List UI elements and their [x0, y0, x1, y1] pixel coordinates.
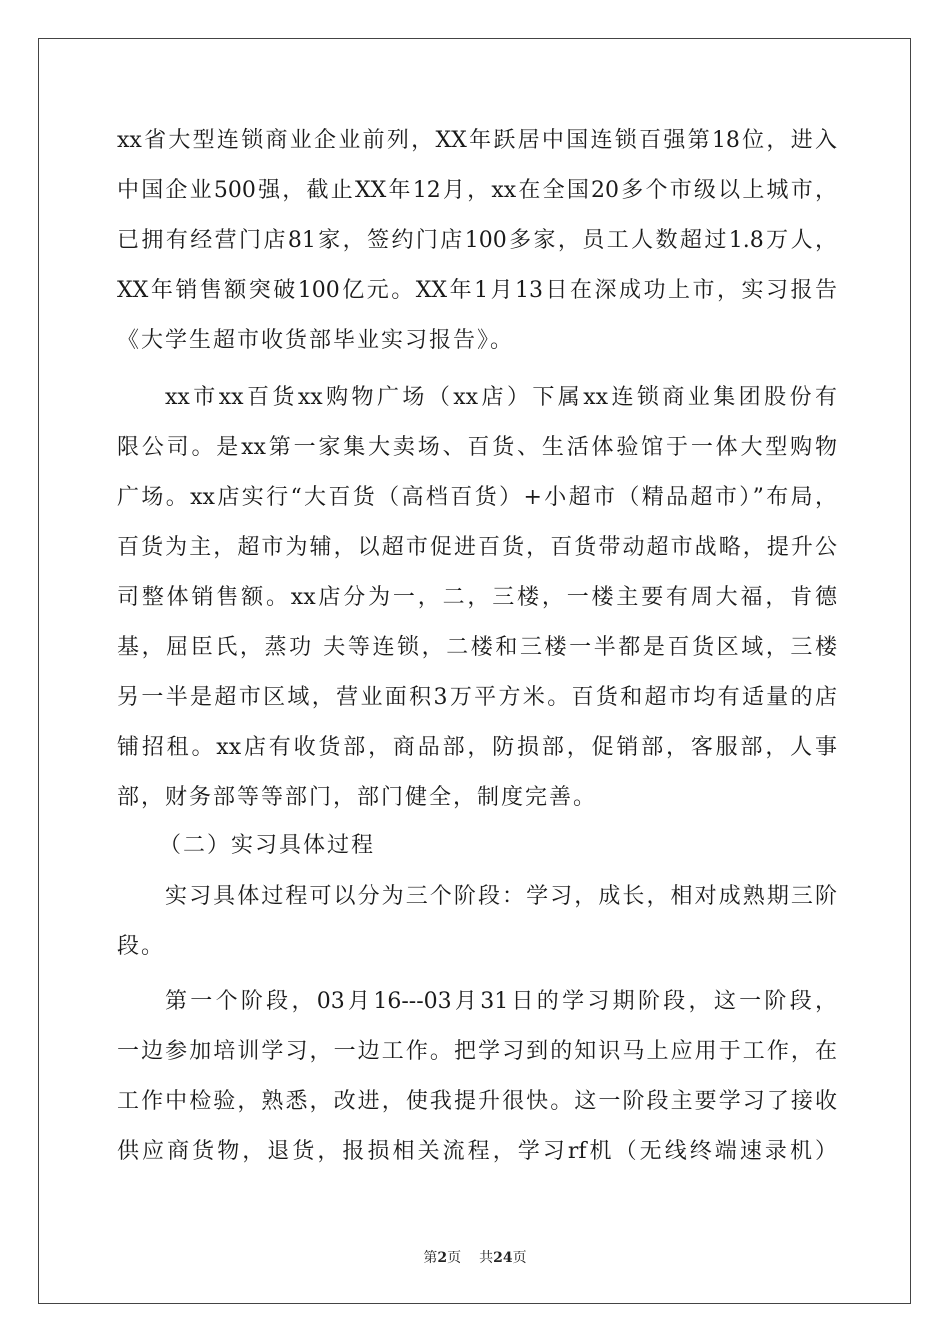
text-line: 《大学生超市收货部毕业实习报告》。 [117, 328, 515, 353]
text-line: 铺招租。xx店有收货部，商品部，防损部，促销部，客服部，人事 [117, 735, 837, 760]
text-line: 另一半是超市区域，营业面积3万平方米。百货和超市均有适量的店 [117, 685, 837, 710]
text-line: 一边参加培训学习，一边工作。把学习到的知识马上应用于工作，在 [117, 1039, 837, 1064]
total-suffix: 页 [512, 1250, 527, 1266]
page-prefix: 第 [423, 1250, 438, 1266]
page-number: 2 [437, 1250, 448, 1266]
text-line: 广场。xx店实行“大百货（高档百货）+小超市（精品超市）”布局， [117, 485, 837, 510]
page-footer [0, 1248, 950, 1268]
text-line: XX年销售额突破100亿元。XX年1月13日在深成功上市，实习报告 [117, 278, 837, 303]
text-line: 基，屈臣氏，蒸功 夫等连锁，二楼和三楼一半都是百货区域，三楼 [117, 635, 837, 660]
paragraph-first-line: 第一个阶段，03月16---03月31日的学习期阶段，这一阶段， [165, 989, 837, 1014]
paragraph-first-line: 实习具体过程可以分为三个阶段：学习，成长，相对成熟期三阶 [165, 884, 837, 909]
total-pages: 24 [493, 1250, 513, 1266]
text-line: 供应商货物，退货，报损相关流程，学习rf机（无线终端速录机） [117, 1139, 837, 1164]
text-line: 工作中检验，熟悉，改进，使我提升很快。这一阶段主要学习了接收 [117, 1089, 837, 1114]
text-line: 百货为主，超市为辅，以超市促进百货，百货带动超市战略，提升公 [117, 535, 837, 560]
text-line: 中国企业500强，截止XX年12月，xx在全国20多个市级以上城市， [117, 178, 837, 203]
text-line: 部，财务部等等部门，部门健全，制度完善。 [117, 785, 598, 810]
paragraph-first-line: xx市xx百货xx购物广场（xx店）下属xx连锁商业集团股份有 [165, 385, 837, 410]
text-line: 司整体销售额。xx店分为一，二，三楼，一楼主要有周大福，肯德 [117, 585, 837, 610]
text-line: 限公司。是xx第一家集大卖场、百货、生活体验馆于一体大型购物 [117, 435, 837, 460]
total-prefix: 共 [479, 1250, 494, 1266]
text-line: xx省大型连锁商业企业前列，XX年跃居中国连锁百强第18位，进入 [117, 128, 837, 153]
section-heading: （二）实习具体过程 [159, 833, 376, 858]
page-suffix: 页 [447, 1250, 462, 1266]
text-line: 已拥有经营门店81家，签约门店100多家，员工人数超过1.8万人， [117, 228, 837, 253]
text-line: 段。 [117, 934, 166, 959]
